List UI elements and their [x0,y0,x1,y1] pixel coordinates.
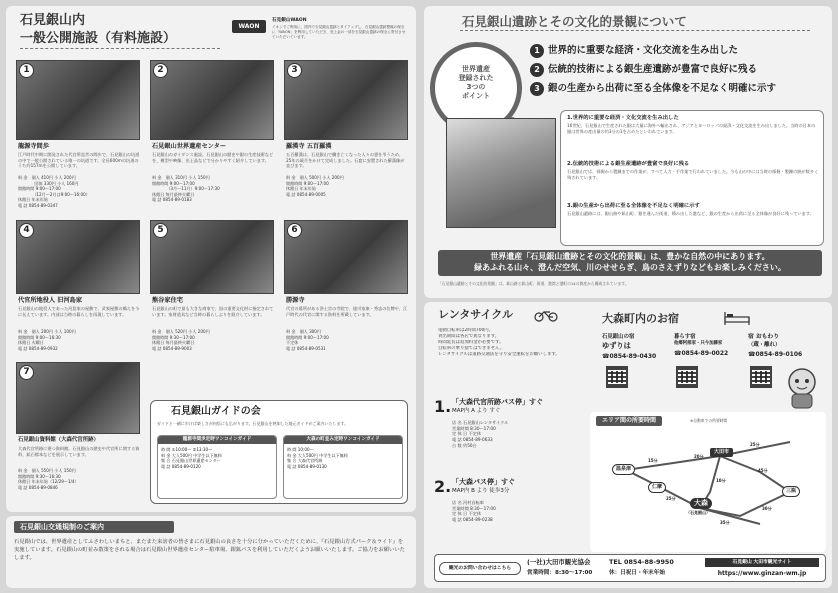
inn-title: 大森町内のお宿 [602,312,679,325]
spot-1-number: 1 [19,63,34,78]
inn-3 [748,334,820,359]
facilities-title-1: 石見銀山内 [20,13,86,28]
guide-row: 料 金 大人500円 中学生以下無料 [287,452,348,458]
point-2-number: 2 [530,63,544,77]
guide-row: 電 話 0854-89-0130 [287,463,327,469]
guide-row: 時 間 10:00〜 [287,447,314,453]
info-row: 料 金 個人 520円 小人 200円 [152,329,210,334]
inn-1-tel: ☎0854-89-0430 [602,353,657,361]
facilities-panel [6,6,416,512]
shop-row: 営業時間 8:30〜17:00 [452,425,496,431]
shop-2-name: 「大森バス停」すぐ [452,478,515,486]
inn-2-qr-code[interactable] [676,366,698,388]
rental-list [438,328,578,358]
info-row: 電 話 0854-89-0347 [18,202,58,208]
heritage-underline [460,30,810,31]
info-row: 料 金 個人 300円 [286,329,321,334]
mascot-icon [782,366,822,410]
footer-org: (一社)大田市観光協会 [527,558,591,566]
rental-item: 時間延長は追加料金が必要です。 [438,339,504,345]
section-1-title: 1.世界的に重要な経済・文化交流を生み出した [567,115,679,121]
info-row: 開館時間 9:30〜16:30 [18,473,61,479]
spot-2-title: 石見銀山世界遺産センター [152,143,227,150]
spot-6-text: 代官の墓所がある浄土宗の寺院で、徳川家康・秀忠の位牌や、江戸時代の代官に関する資料を所蔵しています。 [286,306,408,317]
info-row: 電 話 0854-89-0932 [18,345,58,351]
waon-box [232,18,408,54]
place-sanbe: 三瓶 [782,486,800,497]
inn-3-label: 宿 おもわり [748,334,780,340]
badge-line: 3つの [466,83,486,92]
mountain-photo [446,118,556,228]
points-detail [560,110,824,246]
point-1-number: 1 [530,44,544,58]
shop-row: 電 話 0854-89-0238 [452,517,493,523]
info-row: 電 話 0854-89-0005 [286,191,326,197]
spot-4-text: 石見銀山の地役人であった河島家の屋敷で、武家屋敷の構えを今に伝えています。内部は当時の暮らしを再現しています。 [18,306,140,317]
spot-1-photo [16,60,140,140]
info-row: 開館時間 9:00〜17:00 [286,334,329,340]
info-row: 料 金 個人 500円 小人 200円 [286,175,344,180]
section-1-text: 16世紀、石見銀山で生産された銀は大量に海外へ輸出され、アジアとヨーロッパの経済・文化交流を生み出しました。当時の日本の銀は世界の産出量の約3分の1を占めたといわれています。 [567,123,816,134]
info-row: 休館日 年末年始 [286,186,316,192]
time-label: 15分 [648,458,658,463]
spot-7-text: 大森代官所跡に建つ資料館。石見銀山の歴史や代官所に関する資料、鉱石標本などを展示しています。 [18,446,140,457]
spot-1-text: 江戸時代中期に開発された代官所直営の間歩で、石見銀山の坑道の中で一般公開されている唯一の坑道です。全長600mの坑道のうち約157mを公開しています。 [18,152,140,169]
shop-2-map: MAP内 B より 徒歩3分 [452,488,510,494]
section-2-title: 2.伝統的技術による銀生産遺跡が豊富で良好に残る [567,161,690,167]
point-3-number: 3 [530,82,544,96]
guide-box-2-title: 大森の町並み定時ワンコインガイド [284,436,402,444]
info-row: 不定休 [286,340,299,346]
spot-7-info [18,468,140,498]
spot-7-title: 石見銀山資料館（大森代官所跡） [18,437,99,443]
place-oda: 大田市 [710,448,733,457]
map-subtitle: ※自動車での所要時間 [690,418,728,423]
footer-site-label: 石見銀山 大田市観光サイト [705,558,819,567]
section-2-text: 石見銀山では、採掘から製錬までの作業が、すべて人力・手作業で行われていました。今も山の中には当時の採掘・製錬の跡が数多く残されています。 [567,169,819,180]
inn-2-name: 他郷阿部家・只今加藤家 [674,341,723,347]
point-1-text: 世界的に重要な経済・文化交流を生み出した [548,44,739,56]
info-row: 電 話 0854-89-0531 [286,345,326,351]
rental-item: 自転車の乗り捨てはできません。 [438,345,505,351]
info-row: 休館日 火曜日 [18,340,44,346]
inn-2-label: 暮らす宿 [674,334,696,340]
guide-box-1-title: 龍源寺間歩定時ワンコインガイド [158,436,276,444]
time-label: 35分 [720,520,730,525]
spot-6-photo [284,220,408,294]
badge-line: ポイント [462,92,490,101]
info-row: 開館時間 9:00〜17:00 [286,180,329,186]
inn-1 [602,334,672,361]
spot-7-photo [16,362,140,434]
heritage-title: 石見銀山遺跡とその文化的景観について [462,14,687,29]
spot-5-title: 熊谷家住宅 [152,297,183,304]
shop-row: 営業時間 8:30〜17:00 [452,505,496,511]
guide-title: 石見銀山ガイドの会 [171,406,261,417]
rental-shop-2 [434,476,584,546]
rental-title: レンタサイクル [438,308,513,321]
time-label: 45分 [758,468,768,473]
guide-row: 電 話 0854-89-0120 [161,463,201,469]
info-row: 開館時間 9:00〜16:30 [18,334,61,340]
info-row: （3月〜11月）9:00〜17:30 [152,186,220,192]
spot-4-info [18,329,140,357]
spot-2-info [152,175,274,213]
banner-line-1: 世界遺産「石見銀山遺跡とその文化的景観」は、豊かな自然の中にあります。 [490,252,770,261]
rental-item: レンタサイクルは道路交通法を守り安全運転をお願いします。 [438,351,560,357]
inn-2-tel: ☎0854-89-0022 [674,350,729,358]
spot-4-number: 4 [19,223,34,238]
info-row: 休館日 毎月最終火曜日 [152,191,195,197]
footer-url-link[interactable]: https://www.ginzan-wm.jp [717,570,807,577]
bicycle-icon [534,310,558,322]
inn-1-name: ゆずりは [602,341,631,351]
section-3-text: 石見銀山遺跡には、銀山跡や鉱山町、銀を運んだ街道、積み出した港など、銀の生産から出荷に至る全体像が良好に残っています。 [567,211,814,216]
badge-line: 世界遺産 [462,65,490,73]
spot-1-title: 龍源寺間歩 [18,143,49,150]
rental-item: 電動自転車は2時間700円。 [438,328,494,333]
guide-row: 時 間 ①10:00〜 ②13:30〜 [161,447,213,453]
footer-closed: 休：日祝日・年末年始 [609,570,665,576]
footer-hours: 営業時間：8:30〜17:00 [527,570,593,576]
access-panel [424,302,832,588]
traffic-text: 石見銀山では、世界遺産としてふさわしいまちと、またまた来訪者の皆さまに石見銀山の良さを十分に分かっていただくために、『石見銀山方式パーク＆ライド』を実施しています。石見銀山の町並み散策をされる場合は石見銀山世界遺産センター駐車場、銀鉱バスを利用していただくようお願いいたします。ご協力をお願いいたします。 [14,539,405,562]
spot-2-number: 2 [153,63,168,78]
info-row: 電 話 0854-89-9003 [152,345,192,351]
shop-row: 店 名 河村自転車 [452,500,484,505]
footer-tel[interactable]: TEL 0854-88-9950 [609,558,674,566]
point-2 [530,63,757,77]
spot-4-title: 代官所地役人 旧河島家 [18,297,83,304]
spot-5-text: 石見銀山の町で最も大きな商家で、国の重要文化財に指定されています。家財道具など当時の暮らしぶりを紹介しています。 [152,306,274,317]
map-title: エリア間の所要時間 [596,416,662,426]
time-label: 10分 [716,478,726,483]
bed-icon [724,310,750,326]
inn-2 [674,334,746,358]
shop-row: 店 名 石見銀山レンタサイクル [452,420,509,425]
guide-box [150,400,408,504]
info-row: 休館日 毎月最終火曜日 [152,340,195,346]
waon-logo: WAON [232,20,266,33]
section-3-title: 3.銀の生産から出荷に至る全体像を不足なく明確に示す [567,203,700,209]
info-row: 開館時間 9:30〜17:00 [152,334,195,340]
world-heritage-panel [424,6,832,298]
guide-row: 集 合 石見銀山世界遺産センター [161,458,221,464]
point-2-text: 伝統的技術による銀生産遺跡が豊富で良好に残る [548,63,758,75]
time-label: 25分 [666,496,676,501]
route-lines [590,412,826,552]
shop-row: 定 休 日 不定休 [452,431,482,437]
traffic-title: 石見銀山交通規制のご案内 [14,521,174,533]
time-label: 30分 [762,506,772,511]
info-row: 電 話 0854-89-0183 [152,197,192,203]
info-row: 休館日 年末年始 [18,197,48,203]
info-row: 団体 330円 小人 160円 [18,180,79,186]
guide-row: 集 合 大森代官所跡 [287,458,323,464]
inn-3-qr-code[interactable] [750,366,772,388]
info-row: （12月〜2月は9:00〜16:00） [18,191,90,197]
inn-1-qr-code[interactable] [606,366,628,388]
point-3 [530,82,776,96]
spot-3-info [286,175,408,213]
spot-3-photo [284,60,408,140]
rental-shop-1 [434,396,584,488]
badge-line: 登録された [458,74,494,83]
shop-row: 台 数 約50台 [452,442,477,448]
info-row: 休館日 年末年始（12/29〜1/4） [18,479,79,485]
footer-bar [434,554,826,582]
info-row: 料 金 個人 310円 小人 150円 [152,175,210,180]
guide-text: ガイドと一緒に歩けば楽しさが何倍にも広がります。石見銀山を熟知した地元ガイドがご案内いたします。 [157,421,349,426]
place-omori-sub: （石見銀山） [686,510,710,515]
shop-1-map: MAP内 A より すぐ [452,408,501,414]
info-row: 料 金 個人 410円 小人 200円 [18,175,76,180]
spot-6-number: 6 [287,223,302,238]
spot-5-photo [150,220,274,294]
spot-3-text: 五百羅漢は、石見銀山で働き亡くなった人々の霊を弔うため、25年の歳月をかけて完成しました。石窟に安置された羅漢像が並びます。 [286,152,405,169]
guide-box-2 [283,435,403,499]
inn-3-name: （蔵・離れ） [748,341,781,348]
spot-5-number: 5 [153,223,168,238]
info-row: 電 話 0854-89-0846 [18,484,58,490]
waon-heading: 石見銀山WAON [272,18,307,23]
shop-1-number: 1. [434,397,452,416]
spot-2-photo [150,60,274,140]
place-nima: 仁摩 [648,482,666,493]
title-underline [20,48,220,49]
nature-banner [438,250,822,276]
spot-6-title: 勝源寺 [286,297,305,304]
inn-3-tel: ☎0854-89-0106 [748,351,803,359]
guide-row: 料 金 大人500円 中学生以下無料 [161,452,222,458]
shop-row: 定 休 日 不定休 [452,511,482,517]
shop-2-number: 2. [434,477,452,496]
spot-2-text: 石見銀山のガイダンス施設。石見銀山の歴史や銀の生産技術などを、模型や映像、出土品などで分かりやすく紹介しています。 [152,152,274,163]
heritage-note: 「石見銀山遺跡とその文化的景観」は、鉱山跡と鉱山町、街道、港湾と港町の14の資産から構成されています。 [438,281,629,286]
traffic-panel [6,516,416,588]
inn-1-label: 石見銀山の宿 [602,334,635,340]
spot-3-title: 羅漢寺 五百羅漢 [286,143,332,150]
info-row: 開館時間 9:00〜17:00 [152,180,195,186]
point-3-text: 銀の生産から出荷に至る全体像を不足なく明確に示す [548,82,777,94]
spot-6-info [286,329,408,357]
time-label: 20分 [694,454,704,459]
shop-row: 電 話 0854-89-0633 [452,437,493,443]
info-row: 開館時間 9:00〜17:00 [18,186,61,192]
spot-4-photo [16,220,140,294]
spot-5-info [152,329,274,357]
place-omori: 大森 [690,498,712,509]
rental-item: 貸出期間は各店で異なります。 [438,333,500,339]
info-row: 料 金 個人 550円 小人 150円 [18,468,76,473]
guide-box-1 [157,435,277,499]
banner-line-2: 緑あふれる山々、澄んだ空気、川のせせらぎ、鳥のさえずりなどもお楽しみください。 [474,262,786,272]
spot-1-info [18,175,140,213]
info-row: 料 金 個人 200円 小人 100円 [18,329,76,334]
time-label: 25分 [750,442,760,447]
waon-text: イオンでご利用に、国内で石見銀山遺跡とタイアップし、石見銀山遺跡整備の保全に「WAON」を利用していただき、売上金の一部を石見銀山遺跡の保全に寄付させていただいています。 [272,25,406,39]
place-yunotsu: 温泉津 [612,464,635,475]
shop-1-name: 「大森代官所跡バス停」すぐ [452,398,543,406]
facilities-title-2: 一般公開施設（有料施設） [20,31,177,46]
footer-label: 観光のお問い合わせはこちら [439,562,521,575]
area-map [590,412,826,552]
point-1 [530,44,738,58]
spot-7-number: 7 [19,365,34,380]
spot-3-number: 3 [287,63,302,78]
